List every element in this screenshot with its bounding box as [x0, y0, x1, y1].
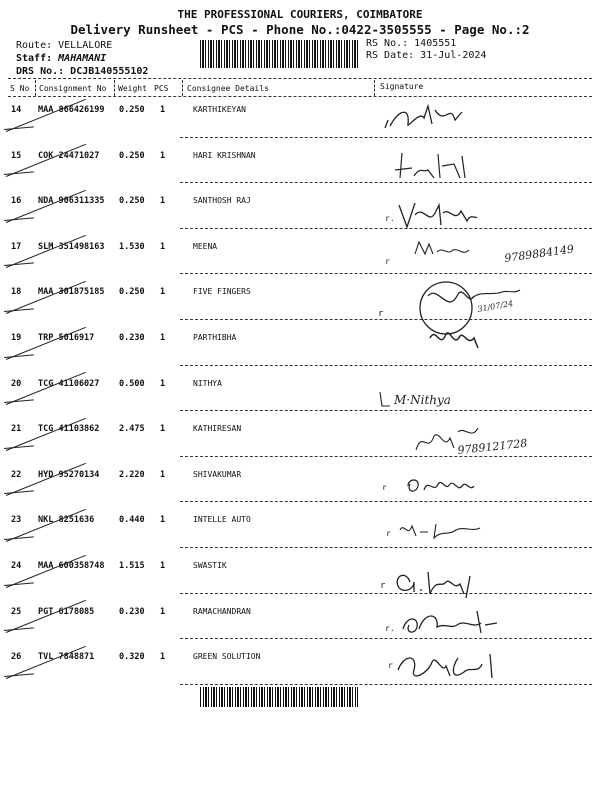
col-header-consignee: Consignee Details — [187, 84, 269, 93]
rs-date: RS Date: 31-Jul-2024 — [366, 50, 487, 61]
signature-row-23 — [386, 514, 506, 544]
company-title: THE PROFESSIONAL COURIERS, COIMBATORE — [177, 8, 423, 21]
row-pcs: 1 — [160, 150, 166, 161]
row-consignment-no: MAA 301875185 — [38, 287, 105, 298]
svg-text:r: r — [385, 257, 390, 266]
row-weight: 1.530 — [119, 241, 145, 252]
row-consignee: INTELLE AUTO — [193, 515, 251, 525]
signature-row-15 — [390, 148, 500, 188]
row-consignee: KARTHIKEYAN — [193, 105, 246, 114]
row-separator — [180, 501, 592, 502]
row-consignee: NITHYA — [193, 378, 222, 388]
col-header-consignment: Consignment No — [39, 84, 107, 93]
row-consignment-no: NDA 906311335 — [38, 196, 105, 207]
row-pcs: 1 — [160, 561, 166, 571]
pen-underline-stroke — [4, 536, 34, 540]
row-consignee: GREEN SOLUTION — [193, 652, 261, 662]
row-sno: 19 — [11, 333, 22, 343]
row-sno: 15 — [11, 150, 22, 161]
row-sno: 23 — [11, 515, 22, 526]
handwritten-name-row20: M·Nithya — [394, 393, 451, 407]
row-sno: 25 — [11, 606, 22, 617]
row-consignee: HARI KRISHNAN — [193, 150, 256, 160]
row-pcs: 1 — [160, 241, 166, 252]
row-pcs: 1 — [160, 652, 166, 663]
handwritten-phone-row21: 9789121728 — [456, 436, 528, 457]
rs-barcode — [200, 40, 358, 68]
row-consignment-no: NKL 8251636 — [38, 515, 95, 526]
svg-text:r.: r. — [385, 624, 395, 633]
staff-label: Staff: — [16, 53, 53, 64]
pen-underline-stroke — [4, 673, 34, 677]
row-separator — [180, 182, 592, 183]
handwritten-phone-row17: 9789884149 — [503, 242, 575, 265]
col-divider — [374, 80, 375, 96]
runsheet-title: Delivery Runsheet - PCS - Phone No.:0422-3505555 - Page No.:2 — [70, 22, 530, 37]
svg-text:r: r — [378, 309, 384, 319]
svg-text:r.: r. — [385, 214, 395, 223]
table-row — [0, 190, 600, 236]
row-sno: 18 — [11, 287, 22, 298]
row-consignee: MEENA — [193, 241, 218, 251]
svg-text:r: r — [382, 483, 387, 492]
table-row — [0, 464, 600, 510]
row-sno: 21 — [11, 424, 22, 435]
rs-number: RS No.: 1405551 — [366, 38, 457, 49]
row-consignee: FIVE FINGERS — [193, 287, 251, 297]
handwritten-stamp-date: 31/07/24 — [476, 298, 514, 314]
row-consignee: PARTHIBHA — [193, 333, 237, 342]
col-divider — [114, 80, 115, 96]
row-weight: 0.250 — [119, 105, 145, 115]
route-label: Route: VELLALORE — [16, 40, 113, 51]
row-consignment-no: COK 24471027 — [38, 150, 100, 161]
row-weight: 0.250 — [119, 150, 145, 161]
col-header-weight: Weight — [118, 84, 147, 93]
col-divider — [182, 80, 183, 96]
row-pcs: 1 — [160, 424, 166, 435]
footer-barcode — [200, 687, 358, 707]
row-sno: 16 — [11, 196, 22, 207]
row-weight: 0.320 — [119, 652, 145, 663]
signature-stamp-row-18 — [378, 276, 558, 366]
row-separator — [180, 684, 592, 685]
row-consignee: KATHIRESAN — [193, 424, 242, 434]
row-consignee: SHIVAKUMAR — [193, 469, 242, 479]
row-pcs: 1 — [160, 287, 166, 298]
signature-row-24 — [380, 564, 520, 604]
signature-row-25 — [385, 605, 525, 645]
row-consignment-no: MAA 866426199 — [38, 105, 105, 115]
row-sno: 22 — [11, 469, 22, 480]
row-pcs: 1 — [160, 378, 166, 389]
col-header-signature: Signature — [380, 82, 424, 91]
row-weight: 0.230 — [119, 606, 145, 617]
signature-row-14 — [380, 98, 490, 138]
signature-row-17 — [385, 236, 585, 276]
row-sno: 17 — [11, 241, 22, 252]
row-consignment-no: SLM 351498163 — [38, 241, 105, 252]
row-weight: 0.230 — [119, 333, 145, 343]
pen-underline-stroke — [4, 217, 34, 221]
row-consignee: SWASTIK — [193, 561, 227, 570]
row-consignment-no: TRP 5016917 — [38, 333, 95, 343]
signature-row-16 — [385, 195, 495, 235]
pen-underline-stroke — [4, 445, 34, 449]
header-rule-top — [8, 78, 592, 79]
row-sno: 26 — [11, 652, 22, 663]
row-separator — [180, 547, 592, 548]
row-weight: 2.475 — [119, 424, 145, 435]
table-row — [0, 99, 600, 145]
row-pcs: 1 — [160, 333, 166, 343]
row-sno: 24 — [11, 561, 22, 571]
row-consignment-no: PGT 6178085 — [38, 606, 95, 617]
row-weight: 0.440 — [119, 515, 145, 526]
row-consignment-no: TVL 7848871 — [38, 652, 95, 663]
row-weight: 0.500 — [119, 378, 145, 389]
svg-text:r: r — [380, 581, 386, 591]
pen-underline-stroke — [4, 308, 34, 312]
table-row — [0, 509, 600, 555]
row-pcs: 1 — [160, 105, 166, 115]
svg-text:r: r — [388, 661, 393, 670]
row-weight: 0.250 — [119, 287, 145, 298]
row-consignee: RAMACHANDRAN — [193, 606, 251, 616]
row-sno: 14 — [11, 105, 22, 115]
signature-row-22 — [382, 470, 502, 500]
header-rule-bottom — [8, 96, 592, 97]
row-sno: 20 — [11, 378, 22, 389]
drs-number: DRS No.: DCJB140555102 — [16, 66, 149, 77]
row-pcs: 1 — [160, 469, 166, 480]
row-consignment-no: MAA 600358748 — [38, 561, 105, 571]
signature-row-21 — [410, 420, 580, 464]
col-header-sno: S No — [10, 84, 30, 93]
table-row — [0, 145, 600, 191]
row-consignment-no: HYD 95270134 — [38, 469, 100, 480]
row-weight: 0.250 — [119, 196, 145, 207]
signature-row-20 — [376, 384, 516, 414]
row-weight: 2.220 — [119, 469, 145, 480]
row-pcs: 1 — [160, 606, 166, 617]
col-divider — [35, 80, 36, 96]
staff-line — [16, 53, 106, 64]
col-header-pcs: PCS — [154, 84, 169, 93]
row-pcs: 1 — [160, 515, 166, 526]
staff-name: MAHAMANI — [58, 53, 107, 64]
row-consignment-no: TCG 41106027 — [38, 378, 100, 389]
signature-row-26 — [388, 644, 518, 692]
svg-text:r: r — [386, 529, 391, 538]
row-consignee: SANTHOSH RAJ — [193, 196, 251, 206]
row-weight: 1.515 — [119, 561, 145, 571]
row-consignment-no: TCG 41103862 — [38, 424, 100, 435]
row-pcs: 1 — [160, 196, 166, 207]
